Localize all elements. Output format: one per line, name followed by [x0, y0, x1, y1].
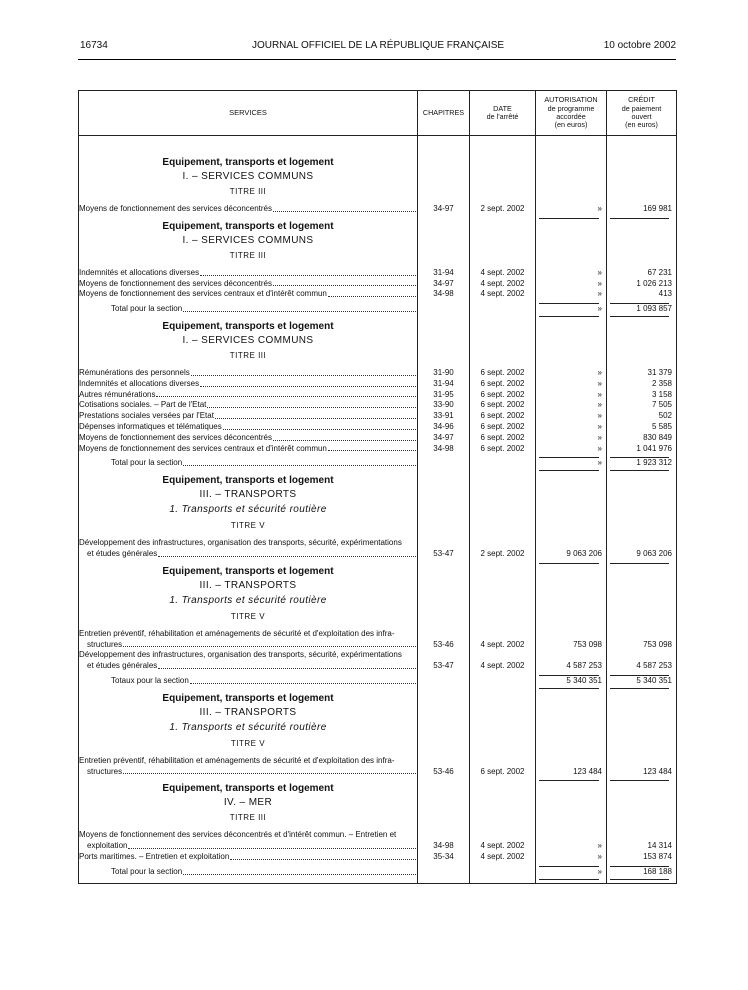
cp-value: 153 874 — [643, 851, 672, 861]
chapitre-value: 31-94 — [433, 378, 454, 388]
ap-value: » — [597, 851, 602, 861]
col-header-autorisation: AUTORISATION de programme accordée (en euros) — [536, 91, 607, 136]
chapitre-cell — [418, 782, 470, 883]
total-cp-value: 1 923 312 — [636, 458, 672, 468]
date-cell — [470, 320, 536, 474]
titre-heading: TITRE III — [229, 250, 267, 260]
service-label: Ports maritimes. – Entretien et exploitation — [79, 852, 417, 863]
service-label: Indemnités et allocations diverses — [79, 379, 417, 390]
block-row — [79, 220, 677, 320]
leader-dots — [215, 411, 416, 419]
sum-rule — [610, 563, 669, 564]
journal-title: JOURNAL OFFICIEL DE LA RÉPUBLIQUE FRANÇAISE — [251, 40, 505, 51]
sum-rule — [539, 688, 599, 689]
ap-value: » — [597, 411, 602, 421]
services-cell — [79, 692, 418, 783]
date-value: 4 sept. 2002 — [480, 278, 525, 288]
chapitre-value: 34-98 — [433, 289, 454, 299]
col-header-date: DATE de l'arrêté — [470, 91, 536, 136]
section-heading: I. – SERVICES COMMUNS — [182, 234, 314, 246]
leader-dots — [328, 444, 416, 452]
leader-dots — [123, 767, 416, 775]
sum-rule — [610, 470, 669, 471]
leader-dots — [128, 841, 416, 849]
col-header-services: SERVICES — [79, 91, 418, 136]
service-label: Entretien préventif, réhabilitation et aménagements de sécurité et d'exploitation des infra- structures — [79, 629, 417, 651]
date-value: 4 sept. 2002 — [480, 289, 525, 299]
header-rule — [78, 59, 676, 60]
chapitre-value: 34-96 — [433, 421, 454, 431]
ap-value: » — [597, 421, 602, 431]
publication-date: 10 octobre 2002 — [603, 40, 676, 51]
credits-table — [78, 90, 677, 884]
section-heading: I. – SERVICES COMMUNS — [182, 334, 314, 346]
block-row — [79, 565, 677, 692]
date-value: 6 sept. 2002 — [480, 421, 525, 431]
col-header-chapitres: CHAPITRES — [418, 91, 470, 136]
date-cell — [470, 220, 536, 320]
chapitre-cell — [418, 565, 470, 692]
total-label: Total pour la section — [79, 867, 417, 878]
titre-heading: TITRE III — [229, 187, 267, 196]
chapitre-value: 31-94 — [433, 267, 454, 277]
block-row — [79, 474, 677, 565]
total-ap-value: » — [597, 866, 602, 876]
date-value: 4 sept. 2002 — [480, 851, 525, 861]
cp-value: 753 098 — [643, 639, 672, 649]
ap-value: 753 098 — [573, 639, 602, 649]
date-value: 4 sept. 2002 — [480, 841, 525, 851]
block-row — [79, 320, 677, 474]
subsection-heading: 1. Transports et sécurité routière — [169, 504, 327, 516]
service-label: Développement des infrastructures, organisation des transports, sécurité, expérimentations et études générales — [79, 650, 417, 672]
ap-value: 9 063 206 — [566, 548, 602, 558]
ap-cell — [536, 565, 607, 692]
sum-rule — [539, 879, 599, 880]
section-heading: III. – TRANSPORTS — [199, 579, 297, 591]
chapitre-value: 35-34 — [433, 851, 454, 861]
table-body — [79, 136, 677, 884]
subsection-heading: 1. Transports et sécurité routière — [169, 594, 327, 606]
cp-value: 1 026 213 — [636, 278, 672, 288]
date-value: 6 sept. 2002 — [480, 400, 525, 410]
service-label: Développement des infrastructures, organisation des transports, sécurité, expérimentations et études générales — [79, 538, 417, 560]
leader-dots — [156, 390, 416, 398]
titre-heading: TITRE III — [229, 813, 267, 823]
chapitre-value: 33-90 — [433, 400, 454, 410]
sum-rule — [610, 879, 669, 880]
date-cell — [470, 474, 536, 565]
cp-value: 123 484 — [643, 766, 672, 776]
date-value: 2 sept. 2002 — [480, 548, 525, 558]
block-row — [79, 782, 677, 883]
leader-dots — [230, 852, 416, 860]
leader-dots — [273, 433, 416, 441]
sum-rule — [539, 780, 599, 781]
services-cell — [79, 565, 418, 692]
date-cell — [470, 565, 536, 692]
sum-rule — [610, 316, 669, 317]
block-row — [79, 692, 677, 783]
cp-cell — [607, 320, 677, 474]
ap-cell — [536, 220, 607, 320]
sum-rule — [539, 563, 599, 564]
services-cell — [79, 220, 418, 320]
ap-value: » — [597, 443, 602, 453]
ministry-heading: Equipement, transports et logement — [162, 475, 334, 487]
chapitre-value: 53-46 — [433, 766, 454, 776]
ap-value: » — [597, 367, 602, 377]
date-value: 6 sept. 2002 — [480, 766, 525, 776]
service-label: Moyens de fonctionnement des services déconcentrés — [79, 433, 417, 444]
total-label: Total pour la section — [79, 458, 417, 469]
total-ap-value: 5 340 351 — [566, 675, 602, 685]
titre-heading: TITRE V — [230, 611, 266, 621]
service-label: Moyens de fonctionnement des services déconcentrés et d'intérêt commun. – Entretien et exploitation — [79, 830, 417, 852]
sum-rule — [610, 688, 669, 689]
leader-dots — [200, 268, 416, 276]
cp-cell — [607, 565, 677, 692]
total-ap-value: » — [597, 304, 602, 314]
chapitre-value: 34-98 — [433, 841, 454, 851]
ap-value: » — [597, 432, 602, 442]
leader-dots — [191, 368, 416, 376]
cp-value: 9 063 206 — [636, 548, 672, 558]
cp-value: 1 041 976 — [636, 443, 672, 453]
ap-value: 4 587 253 — [566, 661, 602, 671]
cp-value: 169 981 — [643, 204, 672, 213]
ap-value: » — [597, 267, 602, 277]
service-label: Moyens de fonctionnement des services déconcentrés — [79, 279, 417, 290]
chapitre-cell — [418, 320, 470, 474]
ap-value: 123 484 — [573, 766, 602, 776]
chapitre-value: 53-47 — [433, 548, 454, 558]
service-label: Moyens de fonctionnement des services centraux et d'intérêt commun — [79, 289, 417, 300]
date-value: 2 sept. 2002 — [480, 204, 525, 213]
chapitre-value: 53-47 — [433, 661, 454, 671]
service-label: Prestations sociales versées par l'Etat — [79, 411, 417, 422]
ap-cell — [536, 474, 607, 565]
ministry-heading: Equipement, transports et logement — [162, 783, 334, 795]
ap-cell — [536, 692, 607, 783]
service-label: Indemnités et allocations diverses — [79, 268, 417, 279]
chapitre-value: 31-90 — [433, 367, 454, 377]
ap-cell — [536, 782, 607, 883]
leader-dots — [183, 867, 416, 875]
total-cp-value: 5 340 351 — [636, 675, 672, 685]
leader-dots — [328, 289, 416, 297]
cp-value: 7 505 — [651, 400, 672, 410]
date-cell — [470, 782, 536, 883]
ministry-heading: Equipement, transports et logement — [162, 565, 334, 577]
leader-dots — [200, 379, 416, 387]
date-value: 6 sept. 2002 — [480, 378, 525, 388]
services-cell — [79, 156, 418, 220]
service-label: Rémunérations des personnels — [79, 368, 417, 379]
ap-value: » — [597, 289, 602, 299]
sum-rule — [539, 218, 599, 219]
block-row — [79, 156, 677, 220]
ap-cell — [536, 156, 607, 220]
chapitre-value: 34-97 — [433, 204, 454, 213]
cp-value: 67 231 — [647, 267, 672, 277]
total-label: Total pour la section — [79, 304, 417, 315]
cp-value: 3 158 — [651, 389, 672, 399]
date-value: 6 sept. 2002 — [480, 411, 525, 421]
service-label: Cotisations sociales. – Part de l'Etat — [79, 400, 417, 411]
cp-cell — [607, 782, 677, 883]
services-cell — [79, 320, 418, 474]
ap-cell — [536, 320, 607, 474]
cp-value: 31 379 — [647, 367, 672, 377]
leader-dots — [273, 279, 416, 287]
ministry-heading: Equipement, transports et logement — [162, 220, 334, 232]
chapitre-value: 34-97 — [433, 432, 454, 442]
cp-value: 502 — [658, 411, 672, 421]
ministry-heading: Equipement, transports et logement — [162, 692, 334, 704]
chapitre-cell — [418, 692, 470, 783]
ministry-heading: Equipement, transports et logement — [162, 320, 334, 332]
total-cp-value: 168 188 — [643, 866, 672, 876]
chapitre-cell — [418, 156, 470, 220]
service-label: Autres rémunérations — [79, 390, 417, 401]
section-heading: IV. – MER — [223, 797, 273, 809]
service-label: Dépenses informatiques et télématiques — [79, 422, 417, 433]
services-cell — [79, 782, 418, 883]
ministry-heading: Equipement, transports et logement — [162, 157, 334, 168]
ap-value: » — [597, 278, 602, 288]
subsection-heading: 1. Transports et sécurité routière — [169, 721, 327, 733]
chapitre-value: 34-97 — [433, 278, 454, 288]
chapitre-value: 34-98 — [433, 443, 454, 453]
cp-value: 413 — [658, 289, 672, 299]
table-header-row — [79, 91, 677, 136]
leader-dots — [123, 640, 416, 648]
cp-cell — [607, 220, 677, 320]
sum-rule — [610, 780, 669, 781]
leader-dots — [183, 304, 416, 312]
service-label: Moyens de fonctionnement des services déconcentrés — [79, 204, 417, 215]
col-header-credit: CRÉDIT de paiement ouvert (en euros) — [607, 91, 677, 136]
cp-cell — [607, 156, 677, 220]
chapitre-cell — [418, 474, 470, 565]
section-heading: III. – TRANSPORTS — [199, 489, 297, 501]
chapitre-value: 53-46 — [433, 639, 454, 649]
titre-heading: TITRE V — [230, 521, 266, 531]
leader-dots — [190, 676, 416, 684]
sum-rule — [610, 218, 669, 219]
titre-heading: TITRE III — [229, 350, 267, 360]
cp-value: 4 587 253 — [636, 661, 672, 671]
date-value: 6 sept. 2002 — [480, 389, 525, 399]
cp-value: 5 585 — [651, 421, 672, 431]
sum-rule — [539, 316, 599, 317]
leader-dots — [273, 204, 416, 212]
cp-value: 2 358 — [651, 378, 672, 388]
chapitre-value: 33-91 — [433, 411, 454, 421]
service-label: Moyens de fonctionnement des services centraux et d'intérêt commun — [79, 444, 417, 455]
date-value: 6 sept. 2002 — [480, 443, 525, 453]
date-value: 4 sept. 2002 — [480, 661, 525, 671]
page-number: 16734 — [80, 40, 108, 51]
ap-value: » — [597, 389, 602, 399]
section-heading: III. – TRANSPORTS — [199, 706, 297, 718]
total-cp-value: 1 093 857 — [636, 304, 672, 314]
cp-value: 830 849 — [643, 432, 672, 442]
date-value: 4 sept. 2002 — [480, 267, 525, 277]
titre-heading: TITRE V — [230, 738, 266, 748]
service-label: Entretien préventif, réhabilitation et aménagements de sécurité et d'exploitation des infra- structures — [79, 756, 417, 778]
chapitre-cell — [418, 220, 470, 320]
date-value: 6 sept. 2002 — [480, 367, 525, 377]
chapitre-value: 31-95 — [433, 389, 454, 399]
sum-rule — [539, 470, 599, 471]
date-cell — [470, 156, 536, 220]
leader-dots — [183, 458, 416, 466]
ap-value: » — [597, 400, 602, 410]
spacer-row — [79, 136, 677, 157]
services-cell — [79, 474, 418, 565]
date-value: 4 sept. 2002 — [480, 639, 525, 649]
total-ap-value: » — [597, 458, 602, 468]
ap-value: » — [597, 204, 602, 213]
section-heading: I. – SERVICES COMMUNS — [182, 171, 314, 182]
date-value: 6 sept. 2002 — [480, 432, 525, 442]
leader-dots — [158, 549, 416, 557]
leader-dots — [223, 422, 416, 430]
date-cell — [470, 692, 536, 783]
total-label: Totaux pour la section — [79, 676, 417, 687]
ap-value: » — [597, 841, 602, 851]
leader-dots — [158, 661, 416, 669]
page-header — [80, 40, 676, 54]
ap-value: » — [597, 378, 602, 388]
leader-dots — [207, 400, 416, 408]
cp-value: 14 314 — [647, 841, 672, 851]
cp-cell — [607, 474, 677, 565]
cp-cell — [607, 692, 677, 783]
